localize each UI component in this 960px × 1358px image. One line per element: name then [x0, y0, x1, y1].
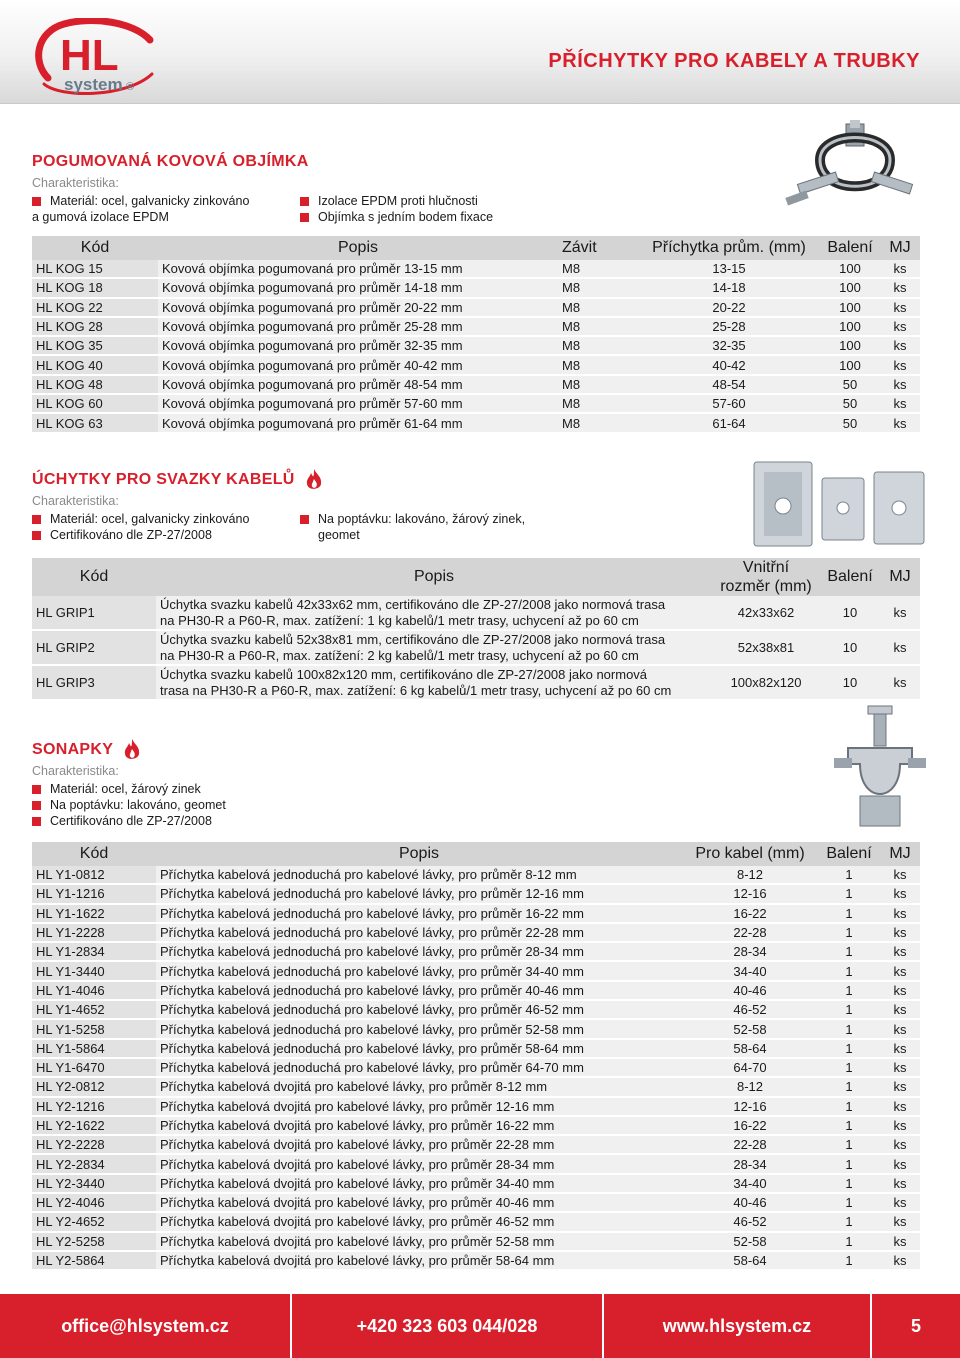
- table-cell: 1: [818, 1175, 880, 1194]
- cable-grip-image: [750, 458, 930, 554]
- table-row: [32, 1252, 920, 1271]
- col-header: Popis: [158, 236, 558, 260]
- rubber-clamp-table: [32, 236, 920, 434]
- table-cell: HL Y1-1622: [32, 905, 156, 924]
- table-row: [32, 962, 920, 981]
- section-title: POGUMOVANÁ KOVOVÁ OBJÍMKA: [32, 153, 309, 170]
- table-cell: 1: [818, 962, 880, 981]
- table-cell: HL Y2-0812: [32, 1078, 156, 1097]
- table-cell: 1: [818, 1213, 880, 1232]
- table-cell: ks: [880, 1059, 920, 1078]
- table-cell: 46-52: [682, 1213, 818, 1232]
- table-row: [32, 1194, 920, 1213]
- section-title-text: ÚCHYTKY PRO SVAZKY KABELŮ: [32, 471, 295, 488]
- table-cell: M8: [558, 376, 638, 395]
- table-cell: HL Y1-0812: [32, 866, 156, 885]
- table-cell: HL Y1-5258: [32, 1020, 156, 1039]
- table-cell: 52-58: [682, 1233, 818, 1252]
- logo-text: HL: [60, 31, 119, 80]
- table-cell: ks: [880, 885, 920, 904]
- table-cell: HL Y1-4046: [32, 982, 156, 1001]
- table-cell: 32-35: [638, 337, 820, 356]
- page-number: 5: [910, 1315, 921, 1336]
- table-cell: Příchytka kabelová dvojitá pro kabelové lávky, pro průměr 12-16 mm: [156, 1098, 682, 1117]
- table-cell: ks: [880, 924, 920, 943]
- table-row: [32, 1213, 920, 1232]
- table-cell: ks: [880, 905, 920, 924]
- table-cell: Příchytka kabelová dvojitá pro kabelové lávky, pro průměr 28-34 mm: [156, 1155, 682, 1174]
- col-header: Závit: [558, 236, 638, 260]
- table-cell: ks: [880, 1213, 920, 1232]
- table-row: [32, 866, 920, 885]
- table-cell: ks: [880, 982, 920, 1001]
- table-header-row: [32, 236, 920, 260]
- table-cell: HL Y1-2834: [32, 943, 156, 962]
- fire-icon: [123, 738, 141, 762]
- table-cell: 10: [820, 666, 880, 701]
- table-cell: HL KOG 40: [32, 356, 158, 375]
- table-row: [32, 631, 920, 666]
- table-cell: 1: [818, 943, 880, 962]
- table-cell: ks: [880, 1252, 920, 1271]
- table-cell: 34-40: [682, 962, 818, 981]
- table-cell: 1: [818, 1194, 880, 1213]
- bullet-item: Materiál: ocel, žárový zinek: [32, 781, 432, 797]
- table-cell: HL Y1-5864: [32, 1040, 156, 1059]
- section-sonapky: [32, 740, 920, 829]
- table-cell: ks: [880, 318, 920, 337]
- table-row: [32, 395, 920, 414]
- cable-grip-table: [32, 558, 920, 701]
- table-cell: 46-52: [682, 1001, 818, 1020]
- table-cell: 58-64: [682, 1252, 818, 1271]
- table-cell: ks: [880, 1117, 920, 1136]
- col-header: MJ: [880, 842, 920, 866]
- table-cell: Příchytka kabelová dvojitá pro kabelové lávky, pro průměr 40-46 mm: [156, 1194, 682, 1213]
- table-cell: HL Y2-4652: [32, 1213, 156, 1232]
- table-cell: 40-46: [682, 982, 818, 1001]
- table-cell: M8: [558, 337, 638, 356]
- bullet-item: Certifikováno dle ZP-27/2008: [32, 813, 432, 829]
- col-header: Popis: [156, 842, 682, 866]
- table-cell: 16-22: [682, 1117, 818, 1136]
- table-cell: HL GRIP2: [32, 631, 156, 666]
- table-cell: HL Y2-1622: [32, 1117, 156, 1136]
- table-cell: HL KOG 18: [32, 279, 158, 298]
- table-cell: 1: [818, 1078, 880, 1097]
- table-cell: HL KOG 60: [32, 395, 158, 414]
- table-cell: 10: [820, 596, 880, 631]
- bullet-item: Na poptávku: lakováno, geomet: [32, 797, 432, 813]
- table-row: [32, 376, 920, 395]
- table-row: [32, 1001, 920, 1020]
- table-cell: 22-28: [682, 924, 818, 943]
- table-cell: 100: [820, 299, 880, 318]
- footer-email[interactable]: office@hlsystem.cz: [61, 1315, 229, 1336]
- table-cell: 8-12: [682, 1078, 818, 1097]
- table-cell: ks: [880, 866, 920, 885]
- table-cell: HL KOG 63: [32, 414, 158, 433]
- table-cell: 25-28: [638, 318, 820, 337]
- table-cell: Kovová objímka pogumovaná pro průměr 14-18 mm: [158, 279, 558, 298]
- table-cell: 52-58: [682, 1020, 818, 1039]
- table-cell: 48-54: [638, 376, 820, 395]
- table-cell: ks: [880, 1001, 920, 1020]
- table-cell: M8: [558, 260, 638, 279]
- sonapky-table: [32, 842, 920, 1271]
- logo-sub: system: [64, 75, 123, 94]
- table-cell: 1: [818, 982, 880, 1001]
- table-cell: Příchytka kabelová dvojitá pro kabelové lávky, pro průměr 22-28 mm: [156, 1136, 682, 1155]
- table-cell: ks: [880, 631, 920, 666]
- table-cell: 100x82x120: [712, 666, 820, 701]
- table-cell: 100: [820, 356, 880, 375]
- table-cell: Úchytka svazku kabelů 42x33x62 mm, certifikováno dle ZP-27/2008 jako normová trasa na PH30-R a P60-R, max. zatížení: 1 kg kabelů/1 metr trasy, uchycení až po 60 cm: [156, 596, 712, 631]
- page-header: [0, 0, 960, 104]
- table-cell: HL Y2-2228: [32, 1136, 156, 1155]
- table-cell: HL Y1-2228: [32, 924, 156, 943]
- section-subtitle: Charakteristika:: [32, 494, 119, 508]
- table-row: [32, 260, 920, 279]
- table-cell: Příchytka kabelová dvojitá pro kabelové lávky, pro průměr 46-52 mm: [156, 1213, 682, 1232]
- table-cell: HL GRIP3: [32, 666, 156, 701]
- table-cell: ks: [880, 260, 920, 279]
- table-row: [32, 1155, 920, 1174]
- table-cell: 57-60: [638, 395, 820, 414]
- table-cell: 1: [818, 1059, 880, 1078]
- table-cell: 100: [820, 279, 880, 298]
- table-cell: Příchytka kabelová dvojitá pro kabelové lávky, pro průměr 16-22 mm: [156, 1117, 682, 1136]
- table-cell: M8: [558, 414, 638, 433]
- table-cell: ks: [880, 414, 920, 433]
- table-cell: 100: [820, 318, 880, 337]
- table-cell: 1: [818, 885, 880, 904]
- table-cell: 40-46: [682, 1194, 818, 1213]
- table-cell: ks: [880, 596, 920, 631]
- table-cell: 61-64: [638, 414, 820, 433]
- table-cell: HL Y2-5864: [32, 1252, 156, 1271]
- table-cell: 52x38x81: [712, 631, 820, 666]
- table-cell: Úchytka svazku kabelů 52x38x81 mm, certifikováno dle ZP-27/2008 jako normová trasa na PH30-R a P60-R, max. zatížení: 2 kg kabelů/1 metr trasy, uchycení až po 60 cm: [156, 631, 712, 666]
- table-cell: Kovová objímka pogumovaná pro průměr 32-35 mm: [158, 337, 558, 356]
- page-footer: [0, 1294, 960, 1358]
- table-cell: Kovová objímka pogumovaná pro průměr 20-22 mm: [158, 299, 558, 318]
- section-title-text: SONAPKY: [32, 741, 114, 758]
- table-row: [32, 905, 920, 924]
- table-cell: Úchytka svazku kabelů 100x82x120 mm, certifikováno dle ZP-27/2008 jako normová trasa na PH30-R a P60-R, max. zatížení: 6 kg kabelů/1 metr trasy, uchycení až po 60 cm: [156, 666, 712, 701]
- table-cell: M8: [558, 299, 638, 318]
- table-cell: HL Y1-6470: [32, 1059, 156, 1078]
- col-header: Balení: [818, 842, 880, 866]
- table-cell: Příchytka kabelová dvojitá pro kabelové lávky, pro průměr 52-58 mm: [156, 1233, 682, 1252]
- table-header-row: [32, 558, 920, 596]
- bullet-continuation: a gumová izolace EPDM: [32, 210, 169, 224]
- table-row: [32, 1136, 920, 1155]
- table-cell: 1: [818, 866, 880, 885]
- table-cell: ks: [880, 1136, 920, 1155]
- table-cell: 28-34: [682, 943, 818, 962]
- table-row: [32, 943, 920, 962]
- footer-website[interactable]: www.hlsystem.cz: [662, 1315, 812, 1336]
- table-cell: 1: [818, 924, 880, 943]
- table-row: [32, 1059, 920, 1078]
- col-header: Balení: [820, 236, 880, 260]
- bullet-continuation: geomet: [318, 528, 360, 542]
- table-cell: Příchytka kabelová jednoduchá pro kabelové lávky, pro průměr 58-64 mm: [156, 1040, 682, 1059]
- table-cell: Příchytka kabelová jednoduchá pro kabelové lávky, pro průměr 8-12 mm: [156, 866, 682, 885]
- table-cell: ks: [880, 1155, 920, 1174]
- table-cell: 1: [818, 1252, 880, 1271]
- table-cell: HL KOG 28: [32, 318, 158, 337]
- table-cell: HL KOG 48: [32, 376, 158, 395]
- table-cell: ks: [880, 1020, 920, 1039]
- table-cell: 64-70: [682, 1059, 818, 1078]
- table-cell: 12-16: [682, 885, 818, 904]
- table-cell: 1: [818, 1155, 880, 1174]
- bullet-item: Certifikováno dle ZP-27/2008: [32, 527, 300, 543]
- page-title: PŘÍCHYTKY PRO KABELY A TRUBKY: [548, 50, 920, 72]
- table-row: [32, 885, 920, 904]
- footer-phone[interactable]: +420 323 603 044/028: [356, 1315, 538, 1336]
- table-cell: HL KOG 35: [32, 337, 158, 356]
- table-cell: Příchytka kabelová jednoduchá pro kabelové lávky, pro průměr 46-52 mm: [156, 1001, 682, 1020]
- logo-reg: ®: [126, 81, 135, 93]
- table-cell: Příchytka kabelová jednoduchá pro kabelové lávky, pro průměr 34-40 mm: [156, 962, 682, 981]
- table-cell: Příchytka kabelová jednoduchá pro kabelové lávky, pro průměr 52-58 mm: [156, 1020, 682, 1039]
- table-cell: ks: [880, 356, 920, 375]
- col-header: Kód: [32, 558, 156, 596]
- table-cell: Příchytka kabelová jednoduchá pro kabelové lávky, pro průměr 16-22 mm: [156, 905, 682, 924]
- table-cell: Kovová objímka pogumovaná pro průměr 13-15 mm: [158, 260, 558, 279]
- table-cell: Kovová objímka pogumovaná pro průměr 25-28 mm: [158, 318, 558, 337]
- sonapky-clamp-image: [830, 704, 930, 834]
- bullet-item: Na poptávku: lakováno, žárový zinek,: [300, 511, 600, 527]
- table-cell: 28-34: [682, 1155, 818, 1174]
- table-header-row: [32, 842, 920, 866]
- table-cell: Příchytka kabelová jednoduchá pro kabelové lávky, pro průměr 22-28 mm: [156, 924, 682, 943]
- table-row: [32, 1020, 920, 1039]
- col-header: Kód: [32, 842, 156, 866]
- table-cell: HL Y2-1216: [32, 1098, 156, 1117]
- table-cell: 1: [818, 1117, 880, 1136]
- table-cell: ks: [880, 1194, 920, 1213]
- table-row: [32, 924, 920, 943]
- table-cell: HL Y2-3440: [32, 1175, 156, 1194]
- table-cell: ks: [880, 279, 920, 298]
- table-cell: 10: [820, 631, 880, 666]
- characteristics: [32, 781, 920, 829]
- table-cell: 8-12: [682, 866, 818, 885]
- bullet-item: Objímka s jedním bodem fixace: [300, 209, 568, 225]
- table-row: [32, 318, 920, 337]
- table-cell: 1: [818, 1098, 880, 1117]
- table-cell: 1: [818, 1136, 880, 1155]
- col-header: Vnitřní rozměr (mm): [712, 558, 820, 596]
- table-cell: 22-28: [682, 1136, 818, 1155]
- fire-icon: [305, 468, 323, 492]
- col-header: Příchytka prům. (mm): [638, 236, 820, 260]
- table-cell: 42x33x62: [712, 596, 820, 631]
- table-cell: M8: [558, 318, 638, 337]
- table-cell: M8: [558, 279, 638, 298]
- table-row: [32, 1078, 920, 1097]
- bullet-item: Materiál: ocel, galvanicky zinkováno: [32, 193, 300, 209]
- table-cell: 40-42: [638, 356, 820, 375]
- table-cell: 50: [820, 395, 880, 414]
- table-row: [32, 337, 920, 356]
- table-row: [32, 596, 920, 631]
- table-row: [32, 982, 920, 1001]
- table-cell: HL Y1-1216: [32, 885, 156, 904]
- col-header: Kód: [32, 236, 158, 260]
- table-cell: 20-22: [638, 299, 820, 318]
- table-cell: Příchytka kabelová jednoduchá pro kabelové lávky, pro průměr 28-34 mm: [156, 943, 682, 962]
- table-cell: ks: [880, 299, 920, 318]
- table-cell: M8: [558, 395, 638, 414]
- table-cell: 1: [818, 1020, 880, 1039]
- table-row: [32, 666, 920, 701]
- table-cell: 1: [818, 1001, 880, 1020]
- rubber-clamp-image: [780, 120, 930, 230]
- table-cell: 50: [820, 414, 880, 433]
- table-cell: Příchytka kabelová dvojitá pro kabelové lávky, pro průměr 34-40 mm: [156, 1175, 682, 1194]
- table-cell: Kovová objímka pogumovaná pro průměr 57-60 mm: [158, 395, 558, 414]
- table-row: [32, 1117, 920, 1136]
- col-header: MJ: [880, 236, 920, 260]
- table-row: [32, 356, 920, 375]
- table-row: [32, 1040, 920, 1059]
- col-header: MJ: [880, 558, 920, 596]
- table-cell: HL KOG 15: [32, 260, 158, 279]
- table-cell: ks: [880, 943, 920, 962]
- table-cell: ks: [880, 1078, 920, 1097]
- table-cell: ks: [880, 1233, 920, 1252]
- table-cell: Příchytka kabelová dvojitá pro kabelové lávky, pro průměr 58-64 mm: [156, 1252, 682, 1271]
- section-subtitle: Charakteristika:: [32, 176, 119, 190]
- table-cell: Příchytka kabelová jednoduchá pro kabelové lávky, pro průměr 12-16 mm: [156, 885, 682, 904]
- section-title: [32, 740, 920, 760]
- table-cell: HL Y2-5258: [32, 1233, 156, 1252]
- table-cell: ks: [880, 337, 920, 356]
- table-cell: ks: [880, 395, 920, 414]
- table-cell: ks: [880, 1040, 920, 1059]
- table-cell: 50: [820, 376, 880, 395]
- table-cell: 1: [818, 1233, 880, 1252]
- table-cell: Příchytka kabelová jednoduchá pro kabelové lávky, pro průměr 40-46 mm: [156, 982, 682, 1001]
- col-header: Popis: [156, 558, 712, 596]
- table-cell: Příchytka kabelová dvojitá pro kabelové lávky, pro průměr 8-12 mm: [156, 1078, 682, 1097]
- table-cell: 16-22: [682, 905, 818, 924]
- section-subtitle: Charakteristika:: [32, 764, 119, 778]
- col-header: Pro kabel (mm): [682, 842, 818, 866]
- bullet-item: Izolace EPDM proti hlučnosti: [300, 193, 568, 209]
- table-cell: HL KOG 22: [32, 299, 158, 318]
- table-cell: 100: [820, 337, 880, 356]
- table-cell: Kovová objímka pogumovaná pro průměr 61-64 mm: [158, 414, 558, 433]
- table-cell: 100: [820, 260, 880, 279]
- table-cell: 14-18: [638, 279, 820, 298]
- table-cell: ks: [880, 1098, 920, 1117]
- table-cell: HL Y2-2834: [32, 1155, 156, 1174]
- table-cell: HL Y1-3440: [32, 962, 156, 981]
- table-cell: 58-64: [682, 1040, 818, 1059]
- table-cell: HL Y1-4652: [32, 1001, 156, 1020]
- table-cell: ks: [880, 376, 920, 395]
- table-cell: ks: [880, 962, 920, 981]
- col-header: Balení: [820, 558, 880, 596]
- table-cell: HL GRIP1: [32, 596, 156, 631]
- table-cell: Kovová objímka pogumovaná pro průměr 48-54 mm: [158, 376, 558, 395]
- table-row: [32, 414, 920, 433]
- hl-system-logo: [30, 18, 160, 96]
- table-cell: 1: [818, 905, 880, 924]
- table-row: [32, 1098, 920, 1117]
- table-row: [32, 1233, 920, 1252]
- table-cell: Kovová objímka pogumovaná pro průměr 40-42 mm: [158, 356, 558, 375]
- table-cell: Příchytka kabelová jednoduchá pro kabelové lávky, pro průměr 64-70 mm: [156, 1059, 682, 1078]
- table-row: [32, 279, 920, 298]
- table-cell: ks: [880, 1175, 920, 1194]
- table-cell: 13-15: [638, 260, 820, 279]
- bullet-item: Materiál: ocel, galvanicky zinkováno: [32, 511, 300, 527]
- table-cell: 34-40: [682, 1175, 818, 1194]
- table-cell: HL Y2-4046: [32, 1194, 156, 1213]
- table-row: [32, 299, 920, 318]
- table-cell: 12-16: [682, 1098, 818, 1117]
- table-cell: ks: [880, 666, 920, 701]
- table-cell: M8: [558, 356, 638, 375]
- table-row: [32, 1175, 920, 1194]
- table-cell: 1: [818, 1040, 880, 1059]
